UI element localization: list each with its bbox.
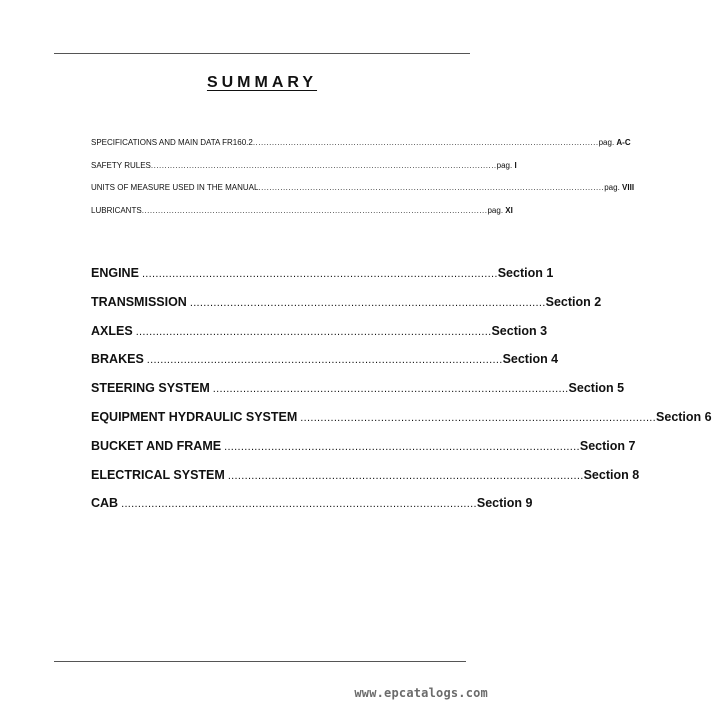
- leader-dots: ..........................................................................................................: [212, 383, 569, 396]
- entry-page: pag. VIII: [604, 183, 635, 192]
- leader-dots: ..........................................................................................................: [121, 498, 477, 511]
- section-entry-equipment-hydraulic-system: [91, 409, 712, 439]
- leader-dots: ...............................................................................................................................: [252, 138, 599, 147]
- section-entry-engine: [91, 266, 554, 295]
- watermark-url: www.epcatalogs.com: [354, 686, 488, 700]
- section-label: EQUIPMENT HYDRAULIC SYSTEM: [91, 409, 298, 424]
- section-label: ENGINE: [91, 266, 139, 280]
- section-label: BRAKES: [91, 352, 144, 367]
- entry-label: SPECIFICATIONS AND MAIN DATA FR160.2: [91, 138, 253, 147]
- leader-dots: ..........................................................................................................: [300, 411, 657, 424]
- leader-dots: ...............................................................................................................................: [258, 183, 605, 192]
- leader-dots: ..........................................................................................................: [141, 268, 498, 280]
- leader-dots: ..........................................................................................................: [227, 469, 584, 482]
- section-number: Section 3: [491, 323, 548, 338]
- section-number: Section 2: [545, 294, 602, 309]
- section-label: CAB: [91, 496, 119, 511]
- section-entry-electrical-system: [91, 467, 640, 497]
- section-label: STEERING SYSTEM: [91, 381, 210, 396]
- section-number: Section 7: [579, 438, 636, 453]
- leader-dots: ...............................................................................................................................: [141, 205, 488, 215]
- section-entry-axles: [91, 323, 548, 353]
- section-number: Section 4: [502, 352, 559, 367]
- section-label: TRANSMISSION: [91, 294, 187, 309]
- leader-dots: ..........................................................................................................: [146, 354, 503, 367]
- bottom-rule: [54, 661, 466, 662]
- section-number: Section 6: [656, 409, 712, 424]
- section-number: Section 9: [476, 496, 533, 511]
- top-rule: [54, 53, 470, 54]
- section-label: ELECTRICAL SYSTEM: [91, 467, 225, 482]
- preliminary-contents-list: [91, 138, 635, 228]
- leader-dots: ..........................................................................................................: [224, 440, 580, 453]
- entry-page: pag. XI: [487, 205, 513, 215]
- entry-page: pag. I: [496, 160, 517, 170]
- section-label: BUCKET AND FRAME: [91, 438, 222, 453]
- leader-dots: ..........................................................................................................: [189, 296, 546, 309]
- page-title: SUMMARY: [206, 74, 318, 91]
- leader-dots: ..........................................................................................................: [135, 325, 492, 338]
- section-entry-cab: [91, 496, 533, 525]
- section-number: Section 1: [497, 266, 554, 280]
- contents-entry-specifications: [91, 138, 631, 161]
- section-entry-steering-system: [91, 381, 625, 410]
- section-entry-bucket-and-frame: [91, 438, 636, 468]
- contents-entry-safety-rules: [91, 160, 517, 184]
- section-contents-list: [91, 266, 712, 525]
- section-entry-transmission: [91, 294, 602, 324]
- section-entry-brakes: [91, 352, 559, 381]
- entry-page: pag. A-C: [598, 138, 631, 147]
- entry-label: LUBRICANTS: [91, 205, 142, 215]
- section-label: AXLES: [91, 323, 133, 338]
- section-number: Section 5: [568, 381, 625, 396]
- contents-entry-units-of-measure: [91, 183, 635, 206]
- leader-dots: ...............................................................................................................................: [150, 160, 497, 170]
- section-number: Section 8: [583, 467, 640, 482]
- entry-label: SAFETY RULES: [91, 160, 151, 170]
- entry-label: UNITS OF MEASURE USED IN THE MANUAL: [91, 183, 259, 192]
- contents-entry-lubricants: [91, 205, 513, 229]
